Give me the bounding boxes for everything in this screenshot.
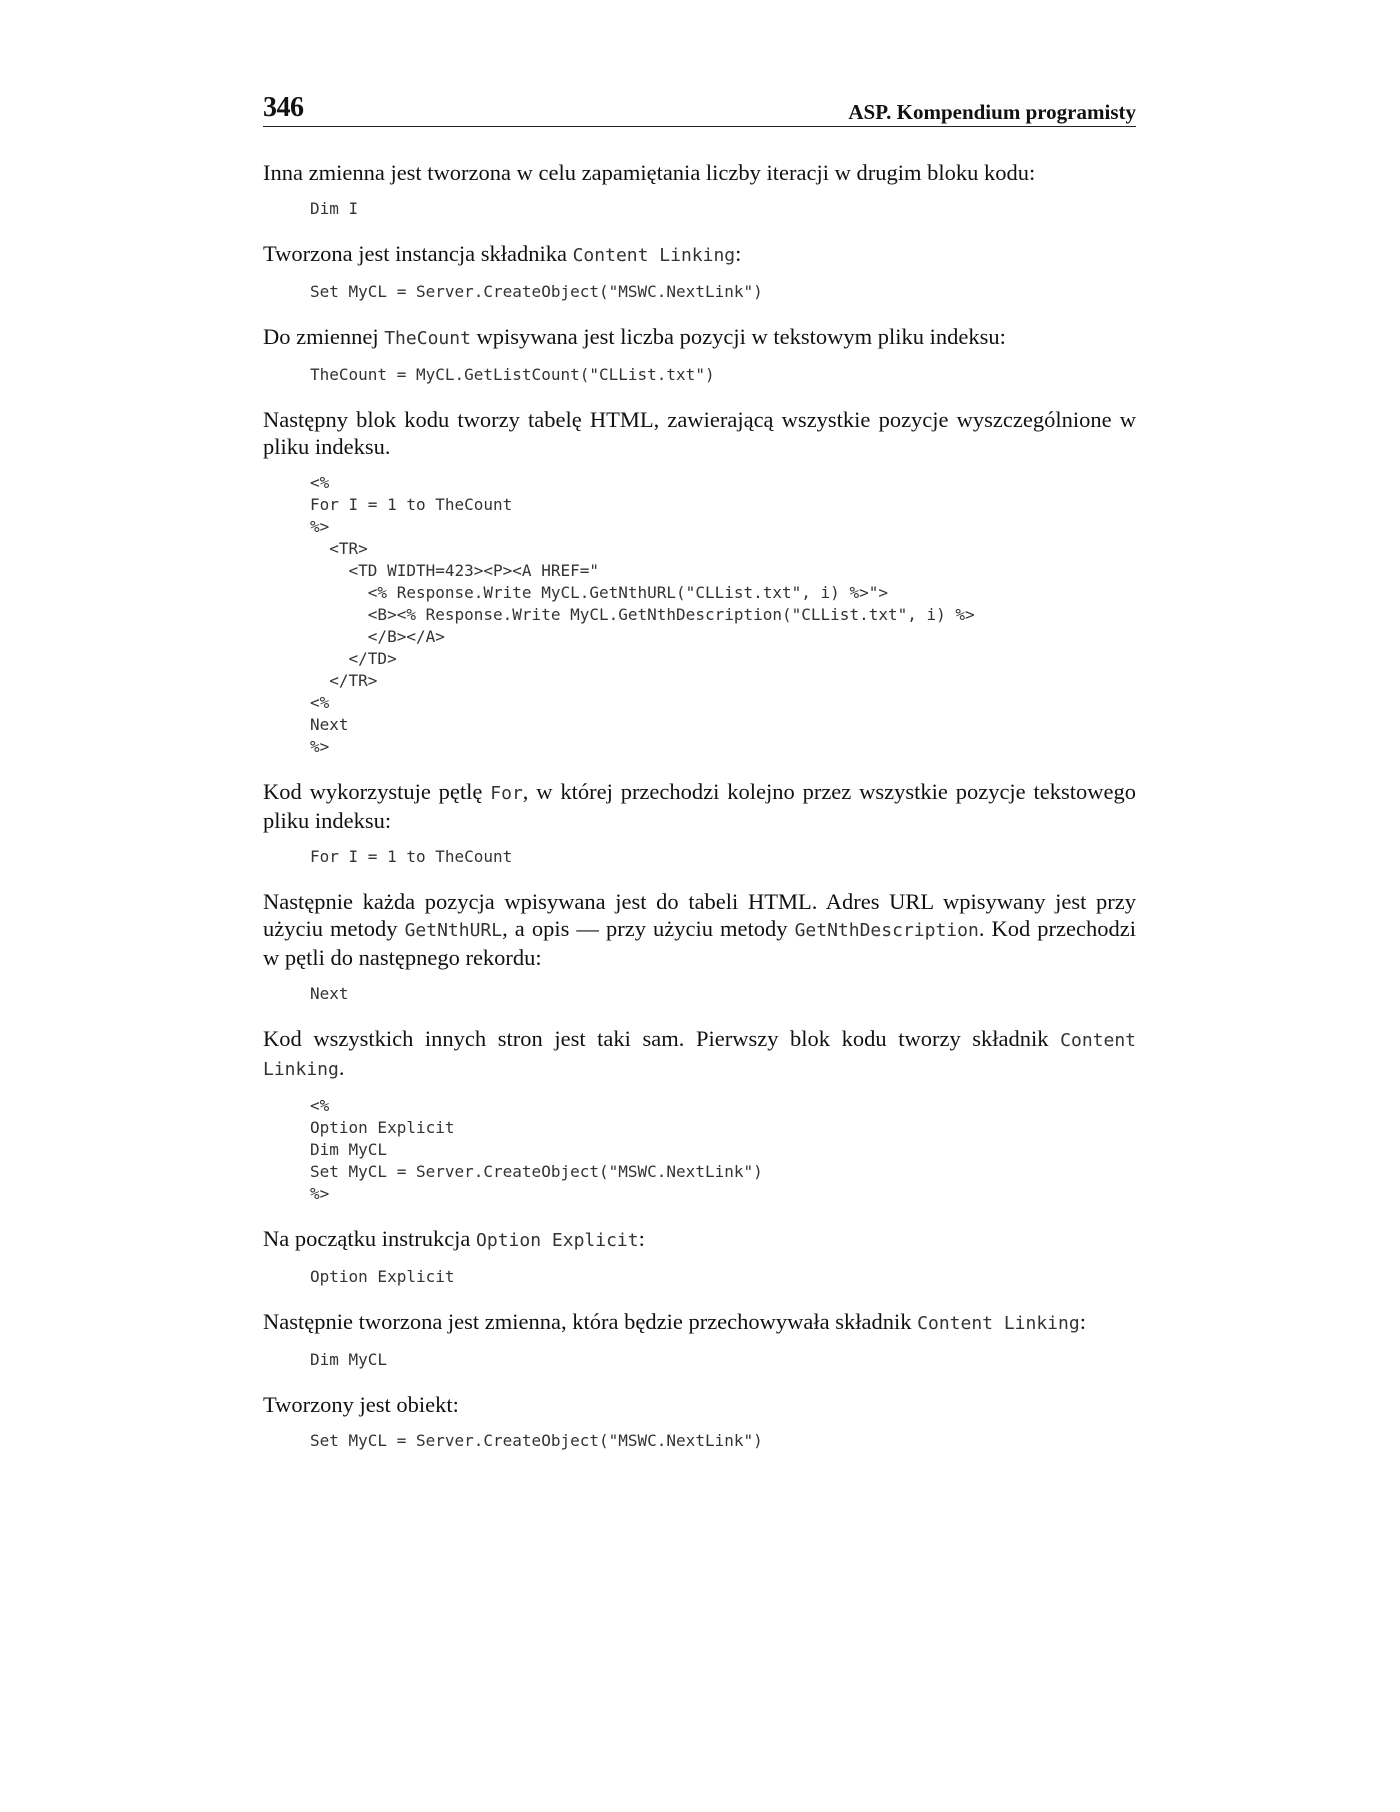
text-run: Następnie każda pozycja wpisywana jest do tabeli HTML. Adres URL wpisywany jest przy użyciu metody bbox=[263, 889, 1136, 941]
inline-code: Content Linking bbox=[572, 245, 736, 266]
body-paragraph bbox=[263, 323, 1136, 352]
code-listing bbox=[310, 198, 1136, 220]
text-run: Następnie tworzona jest zmienna, która będzie przechowywała składnik bbox=[263, 1309, 918, 1334]
code-line: %> bbox=[310, 1184, 330, 1203]
code-line: Option Explicit bbox=[310, 1267, 455, 1286]
body-paragraph bbox=[263, 240, 1136, 269]
code-line: <% bbox=[310, 693, 330, 712]
text-run: Inna zmienna jest tworzona w celu zapamiętania liczby iteracji w drugim bloku kodu: bbox=[263, 160, 1036, 185]
code-listing bbox=[310, 281, 1136, 303]
text-run: , w której przechodzi kolejno przez wszystkie pozycje tekstowego pliku indeksu: bbox=[263, 779, 1137, 833]
body-paragraph bbox=[263, 888, 1136, 971]
inline-code: Content Linking bbox=[263, 1030, 1136, 1080]
text-run: wpisywana jest liczba pozycji w tekstowym pliku indeksu: bbox=[470, 324, 1006, 349]
code-line: <TD WIDTH=423><P><A HREF=" bbox=[310, 561, 599, 580]
code-line: </B></A> bbox=[310, 627, 445, 646]
inline-code: Content Linking bbox=[917, 1313, 1080, 1334]
code-line: TheCount = MyCL.GetListCount("CLList.txt") bbox=[310, 365, 715, 384]
inline-code: Option Explicit bbox=[476, 1230, 639, 1251]
text-run: Tworzony jest obiekt: bbox=[263, 1392, 459, 1417]
text-run: . bbox=[338, 1055, 345, 1080]
text-run: . Kod przechodzi w pętli do następnego rekordu: bbox=[263, 916, 1136, 970]
code-line: Dim I bbox=[310, 199, 359, 218]
body-paragraph bbox=[263, 1225, 1136, 1254]
body-paragraph bbox=[263, 1025, 1136, 1083]
inline-code: TheCount bbox=[384, 328, 471, 349]
code-line: <% bbox=[310, 1096, 330, 1115]
body-paragraph bbox=[263, 159, 1136, 186]
running-title: ASP. Kompendium programisty bbox=[848, 100, 1136, 124]
text-run: : bbox=[638, 1226, 645, 1251]
code-listing bbox=[310, 1349, 1136, 1371]
code-listing bbox=[310, 1266, 1136, 1288]
text-run: : bbox=[1079, 1309, 1086, 1334]
code-line: Next bbox=[310, 984, 349, 1003]
body-paragraph bbox=[263, 778, 1136, 834]
body-paragraph bbox=[263, 1391, 1136, 1418]
code-line: For I = 1 to TheCount bbox=[310, 495, 513, 514]
code-line: Option Explicit bbox=[310, 1118, 455, 1137]
page-header bbox=[263, 90, 1136, 127]
code-listing bbox=[310, 983, 1136, 1005]
code-line: <B><% Response.Write MyCL.GetNthDescription("CLList.txt", i) %> bbox=[310, 605, 975, 624]
text-run: Następny blok kodu tworzy tabelę HTML, zawierającą wszystkie pozycje wyszczególnione w pliku indeksu. bbox=[263, 407, 1136, 459]
code-line: Dim MyCL bbox=[310, 1350, 388, 1369]
page-number: 346 bbox=[263, 92, 304, 123]
code-listing bbox=[310, 1095, 1136, 1205]
code-line: Dim MyCL bbox=[310, 1140, 388, 1159]
text-run: Na początku instrukcja bbox=[263, 1226, 477, 1251]
code-listing bbox=[310, 846, 1136, 868]
text-run: Kod wykorzystuje pętlę bbox=[263, 779, 491, 804]
code-line: Set MyCL = Server.CreateObject("MSWC.NextLink") bbox=[310, 1162, 763, 1181]
code-listing bbox=[310, 1430, 1136, 1452]
code-listing bbox=[310, 472, 1136, 758]
code-line: <% bbox=[310, 473, 330, 492]
inline-code: For bbox=[490, 783, 523, 804]
inline-code: GetNthURL bbox=[404, 920, 503, 941]
code-line: </TR> bbox=[310, 671, 378, 690]
code-line: %> bbox=[310, 517, 330, 536]
text-run: Kod wszystkich innych stron jest taki sam. Pierwszy blok kodu tworzy składnik bbox=[263, 1026, 1061, 1051]
code-line: </TD> bbox=[310, 649, 397, 668]
page-body bbox=[263, 159, 1136, 1452]
body-paragraph bbox=[263, 1308, 1136, 1337]
code-line: Set MyCL = Server.CreateObject("MSWC.NextLink") bbox=[310, 282, 763, 301]
text-run: Do zmiennej bbox=[263, 324, 385, 349]
code-line: For I = 1 to TheCount bbox=[310, 847, 513, 866]
code-line: Next bbox=[310, 715, 349, 734]
code-line: Set MyCL = Server.CreateObject("MSWC.NextLink") bbox=[310, 1431, 763, 1450]
text-run: : bbox=[735, 241, 742, 266]
book-page bbox=[263, 90, 1136, 1472]
text-run: Tworzona jest instancja składnika bbox=[263, 241, 573, 266]
code-line: %> bbox=[310, 737, 330, 756]
text-run: , a opis — przy użyciu metody bbox=[502, 916, 795, 941]
code-line: <% Response.Write MyCL.GetNthURL("CLList.txt", i) %>"> bbox=[310, 583, 888, 602]
code-line: <TR> bbox=[310, 539, 368, 558]
code-listing bbox=[310, 364, 1136, 386]
inline-code: GetNthDescription bbox=[794, 920, 979, 941]
body-paragraph bbox=[263, 406, 1136, 460]
